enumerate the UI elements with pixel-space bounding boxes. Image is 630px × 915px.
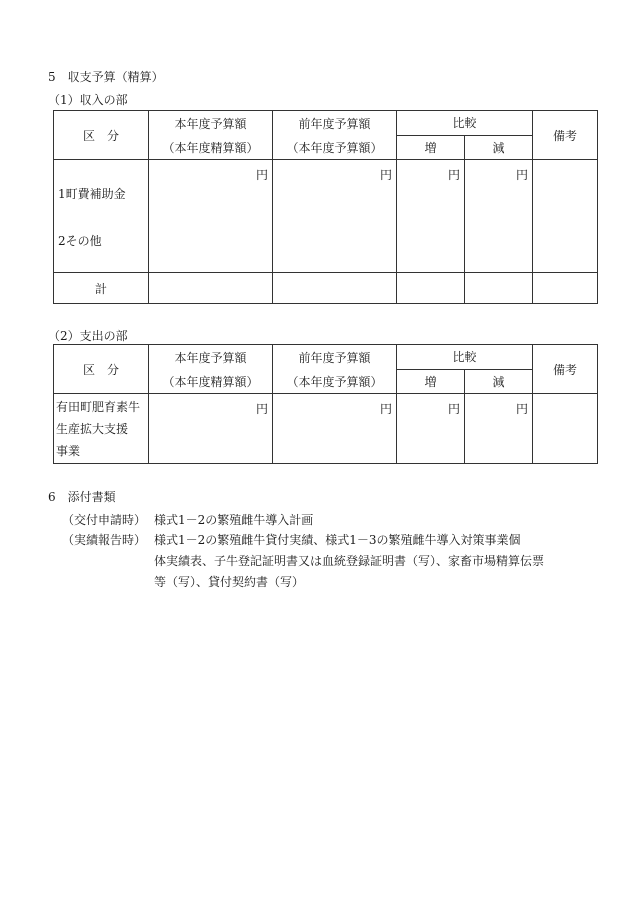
income-row2-label: 2その他	[58, 234, 102, 248]
report-line3: 等（写）、貸付契約書（写）	[154, 575, 305, 589]
income-remarks-cell	[533, 160, 598, 273]
expense-row1-line3: 事業	[56, 444, 81, 458]
expense-col-decrease: 減	[465, 369, 533, 394]
income-prev-unit: 円	[273, 160, 397, 273]
income-row1-label: 1町費補助金	[58, 187, 126, 201]
income-current-unit: 円	[149, 160, 273, 273]
income-total-remarks	[533, 273, 598, 304]
income-col-current: 本年度予算額 （本年度精算額）	[149, 111, 273, 160]
expense-col-increase: 増	[397, 369, 465, 394]
expense-table	[53, 344, 598, 464]
income-total-decrease	[465, 273, 533, 304]
expense-row1-line1: 有田町肥育素牛	[56, 400, 141, 414]
income-decrease-unit: 円	[465, 160, 533, 273]
expense-decrease-unit: 円	[465, 394, 533, 464]
expense-col-prev: 前年度予算額 （本年度予算額）	[273, 345, 397, 394]
expense-prev-unit: 円	[273, 394, 397, 464]
income-total-current	[149, 273, 273, 304]
section5-heading: 5 収支予算（精算）	[48, 70, 164, 84]
report-line1: 様式1－2の繁殖雌牛貸付実績、様式1－3の繁殖雌牛導入対策事業個	[154, 533, 521, 547]
section6-heading: 6 添付書類	[48, 490, 116, 504]
expense-current-unit: 円	[149, 394, 273, 464]
expense-heading: （2）支出の部	[48, 329, 128, 343]
income-col-compare: 比較	[397, 111, 533, 136]
application-text: 様式1－2の繁殖雌牛導入計画	[154, 513, 314, 527]
income-col-prev: 前年度予算額 （本年度予算額）	[273, 111, 397, 160]
expense-increase-unit: 円	[397, 394, 465, 464]
application-label: （交付申請時）	[62, 513, 147, 527]
income-total-label: 計	[54, 273, 149, 304]
income-col-decrease: 減	[465, 135, 533, 160]
expense-col-category: 区 分	[54, 345, 149, 394]
expense-col-current: 本年度予算額 （本年度精算額）	[149, 345, 273, 394]
income-col-increase: 増	[397, 135, 465, 160]
income-heading: （1）収入の部	[48, 93, 128, 107]
report-label: （実績報告時）	[62, 533, 147, 547]
income-increase-unit: 円	[397, 160, 465, 273]
income-col-remarks: 備考	[533, 111, 598, 160]
income-total-increase	[397, 273, 465, 304]
income-items	[54, 160, 149, 273]
income-table	[53, 110, 598, 304]
income-total-prev	[273, 273, 397, 304]
expense-item	[54, 394, 149, 464]
report-line2: 体実績表、子牛登記証明書又は血統登録証明書（写）、家畜市場精算伝票	[154, 554, 545, 568]
expense-row1-line2: 生産拡大支援	[56, 422, 129, 436]
expense-col-compare: 比較	[397, 345, 533, 370]
income-col-category: 区 分	[54, 111, 149, 160]
expense-col-remarks: 備考	[533, 345, 598, 394]
expense-remarks-cell	[533, 394, 598, 464]
